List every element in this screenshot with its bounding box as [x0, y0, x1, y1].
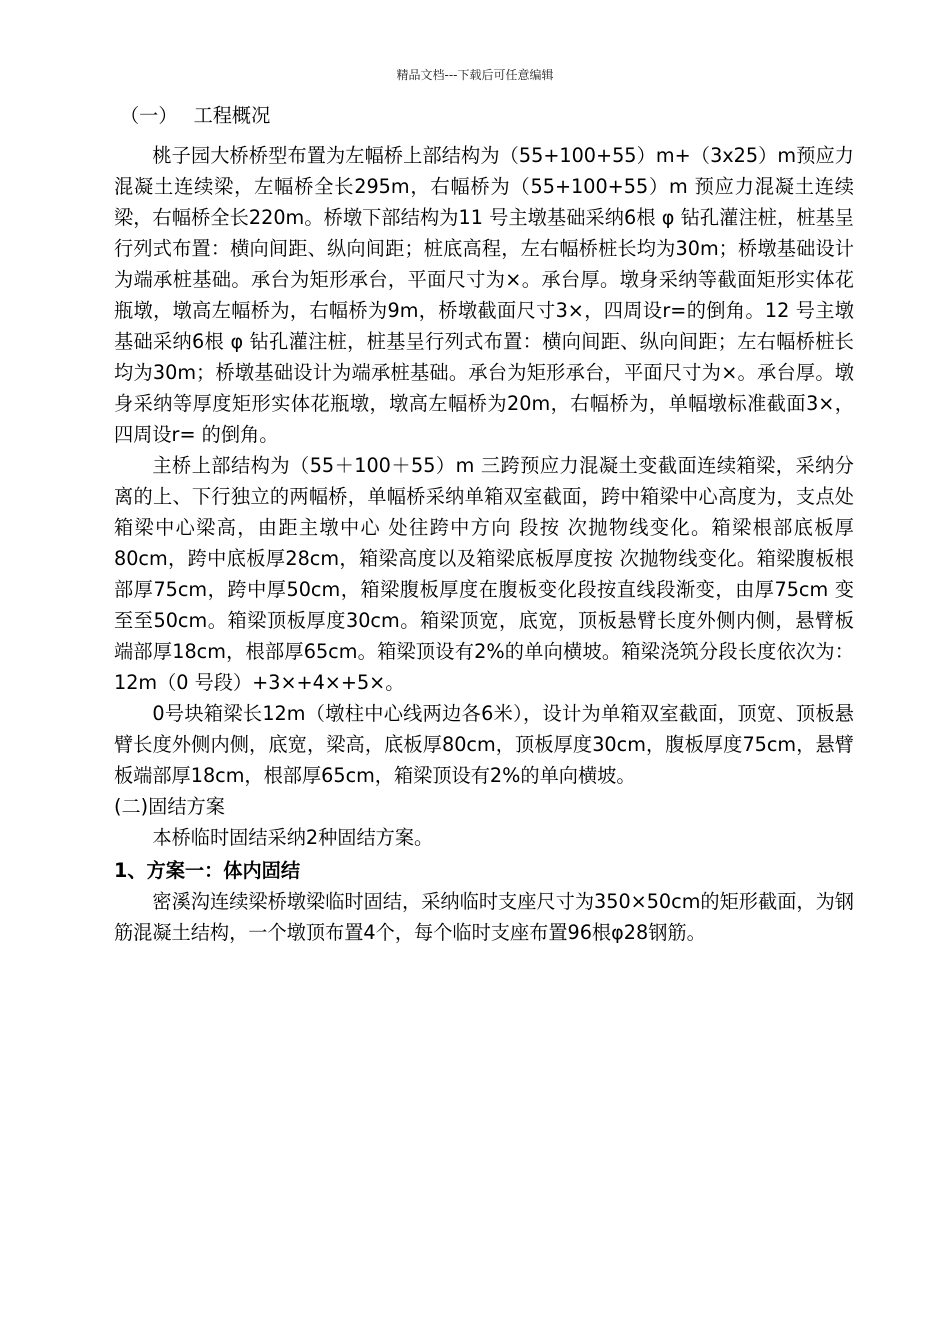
document-body: [114, 100, 854, 948]
section-heading-overview: [114, 100, 854, 131]
paragraph-scheme-one: 密溪沟连续梁桥墩梁临时固结，采纳临时支座尺寸为350×50cm的矩形截面，为钢筋混凝土结构，一个墩顶布置4个，每个临时支座布置96根φ28钢筋。: [114, 890, 854, 944]
subheading-scheme-one: 1、方案一：体内固结: [114, 859, 301, 882]
paragraph-fixation-intro: 本桥临时固结采纳2种固结方案。: [152, 826, 434, 849]
section-heading-title: 工程概况: [193, 104, 271, 127]
paragraph-block-zero: 0号块箱梁长12m（墩柱中心线两边各6米），设计为单箱双室截面，顶宽、顶板悬臂长度外侧内侧，底宽，梁高，底板厚80cm，顶板厚度30cm，腹板厚度75cm，悬臂板端部厚18cm，根部厚65cm，箱梁顶设有2%的单向横坡。: [114, 702, 854, 787]
paragraph-overview-piers: 桃子园大桥桥型布置为左幅桥上部结构为（55+100+55）m+（3x25）m预应力混凝土连续梁，左幅桥全长295m，右幅桥为（55+100+55）m 预应力混凝土连续梁，右幅桥全长220m。桥墩下部结构为11 号主墩基础采纳6根 φ 钻孔灌注桩，桩基呈行列式布置：横向间距、纵向间距；桩底高程，左右幅桥桩长均为30m；桥墩基础设计为端承桩基础。承台为矩形承台，平面尺寸为×。承台厚。墩身采纳等截面矩形实体花瓶墩，墩高左幅桥为，右幅桥为9m，桥墩截面尺寸3×，四周设r=的倒角。12 号主墩基础采纳6根 φ 钻孔灌注桩，桩基呈行列式布置：横向间距、纵向间距；左右幅桥桩长均为30m；桥墩基础设计为端承桩基础。承台为矩形承台，平面尺寸为×。承台厚。墩身采纳等厚度矩形实体花瓶墩，墩高左幅桥为20m，右幅桥为，单幅墩标准截面3×，四周设r= 的倒角。: [114, 144, 854, 446]
page-header: 精品文档---下载后可任意编辑: [396, 68, 554, 82]
paragraph-superstructure: 主桥上部结构为（55＋100＋55）m 三跨预应力混凝土变截面连续箱梁，采纳分离的上、下行独立的两幅桥，单幅桥采纳单箱双室截面，跨中箱梁中心高度为，支点处箱梁中心梁高，由距主墩中心 处往跨中方向 段按 次抛物线变化。箱梁根部底板厚80cm，跨中底板厚28cm，箱梁高度以及箱梁底板厚度按 次抛物线变化。箱梁腹板根部厚75cm，跨中厚50cm，箱梁腹板厚度在腹板变化段按直线段渐变，由厚75cm 变至至50cm。箱梁顶板厚度30cm。箱梁顶宽，底宽，顶板悬臂长度外侧内侧，悬臂板端部厚18cm，根部厚65cm。箱梁顶设有2%的单向横坡。箱梁浇筑分段长度依次为：12m（0 号段）+3×+4×+5×。: [114, 454, 854, 694]
section-heading-number: （一）: [120, 104, 178, 127]
section-heading-fixation: (二)固结方案: [114, 795, 225, 818]
